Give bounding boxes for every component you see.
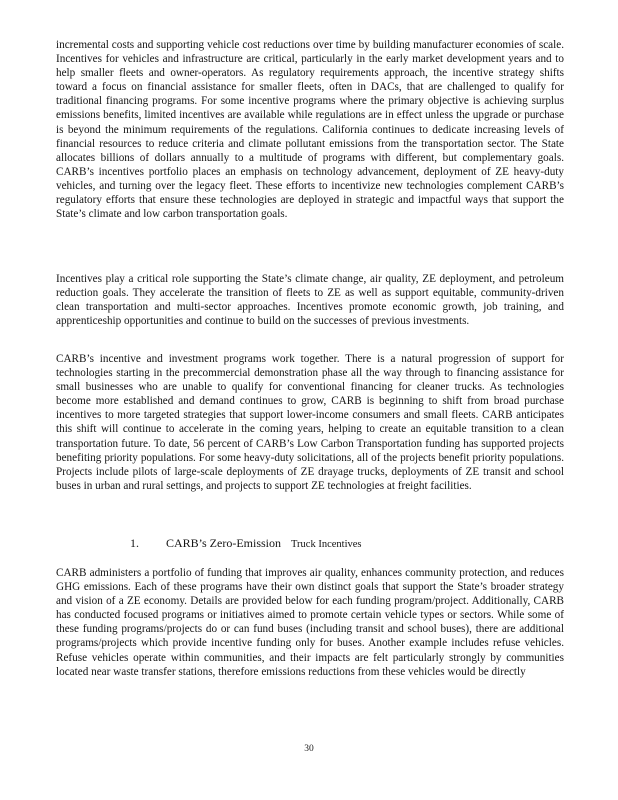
section-title: CARB’s Zero-Emission (166, 536, 282, 550)
paragraph-text: Incentives play a critical role supporting the State’s climate change, air quality, ZE deployment, and petroleum reduction goals. They accelerate the transition of fleets to ZE as well as support equitable, community-driven clean transportation and multi-sector approaches. Incentives promote economic growth, job training, and apprenticeship opportunities and continue to build on the successes of previous investments. (56, 273, 564, 328)
page-number: 30 (304, 744, 314, 754)
paragraph-text: CARB administers a portfolio of funding that improves air quality, enhances community protection, and reduces GHG emissions. Each of these programs have their own distinct goals that support the State’s broader strategy and vision of a ZE economy. Details are provided below for each funding program/project. Additionally, CARB has conducted focused programs or initiatives aimed to promote certain vehicle types or sectors. While some of these funding programs/projects do or can fund buses (including transit and school buses), there are additional programs/projects which provide incentive funding only for buses. Another example includes refuse vehicles. Refuse vehicles operate within communities, and their impacts are felt particularly strongly by communities located near waste transfer stations, therefore emissions reductions from these vehicles would be directly (56, 567, 564, 678)
section-heading (130, 536, 362, 551)
section-title-tail: Truck Incentives (291, 539, 362, 550)
paragraph-incentives-role (56, 272, 564, 328)
section-number: 1. (130, 536, 139, 550)
paragraph-text: incremental costs and supporting vehicle cost reductions over time by building manufacturer economies of scale. Incentives for vehicles and infrastructure are critical, particularly in the early market development years and to help smaller fleets and owner-operators. As regulatory requirements approach, the incentive strategy shifts toward a focus on financial assistance for smaller fleets, often in DACs, that are challenged to qualify for traditional financing programs. For some incentive programs where the primary objective is achieving surplus emissions benefits, limited incentives are available while regulations are in effect unless the upgrade or purchase is beyond the minimum requirements of the regulations. California continues to dedicate increasing levels of financial resources to reduce criteria and climate pollutant emissions from the transportation sector. The State allocates billions of dollars annually to a multitude of programs with different, but complementary goals. CARB’s incentives portfolio places an emphasis on technology advancement, deployment of ZE heavy-duty vehicles, and turning over the legacy fleet. These efforts to incentivize new technologies complement CARB’s regulatory efforts that ensure these technologies are deployed in strategic and impactful ways that support the State’s climate and low carbon transportation goals. (56, 39, 564, 221)
paragraph-funding-portfolio (56, 566, 564, 679)
paragraph-text: CARB’s incentive and investment programs work together. There is a natural progression of support for technologies starting in the precommercial demonstration phase all the way through to financing assistance for small businesses who are unable to qualify for conventional financing for cleaner trucks. As technologies become more established and demand continues to grow, CARB is beginning to shift from broad purchase incentives to more targeted strategies that support lower-income consumers and small fleets. CARB anticipates this shift will continue to accelerate in the coming years, helping to create an equitable transition to a clean transportation future. To date, 56 percent of CARB’s Low Carbon Transportation funding has supported projects benefiting priority populations. For some heavy-duty solicitations, all of the projects benefit priority populations. Projects include pilots of large-scale deployments of ZE drayage trucks, deployments of ZE transit and school buses in urban and rural settings, and projects to support ZE technologies at freight facilities. (56, 353, 564, 492)
paragraph-incentives-overview (56, 38, 564, 221)
paragraph-incentive-programs (56, 352, 564, 493)
